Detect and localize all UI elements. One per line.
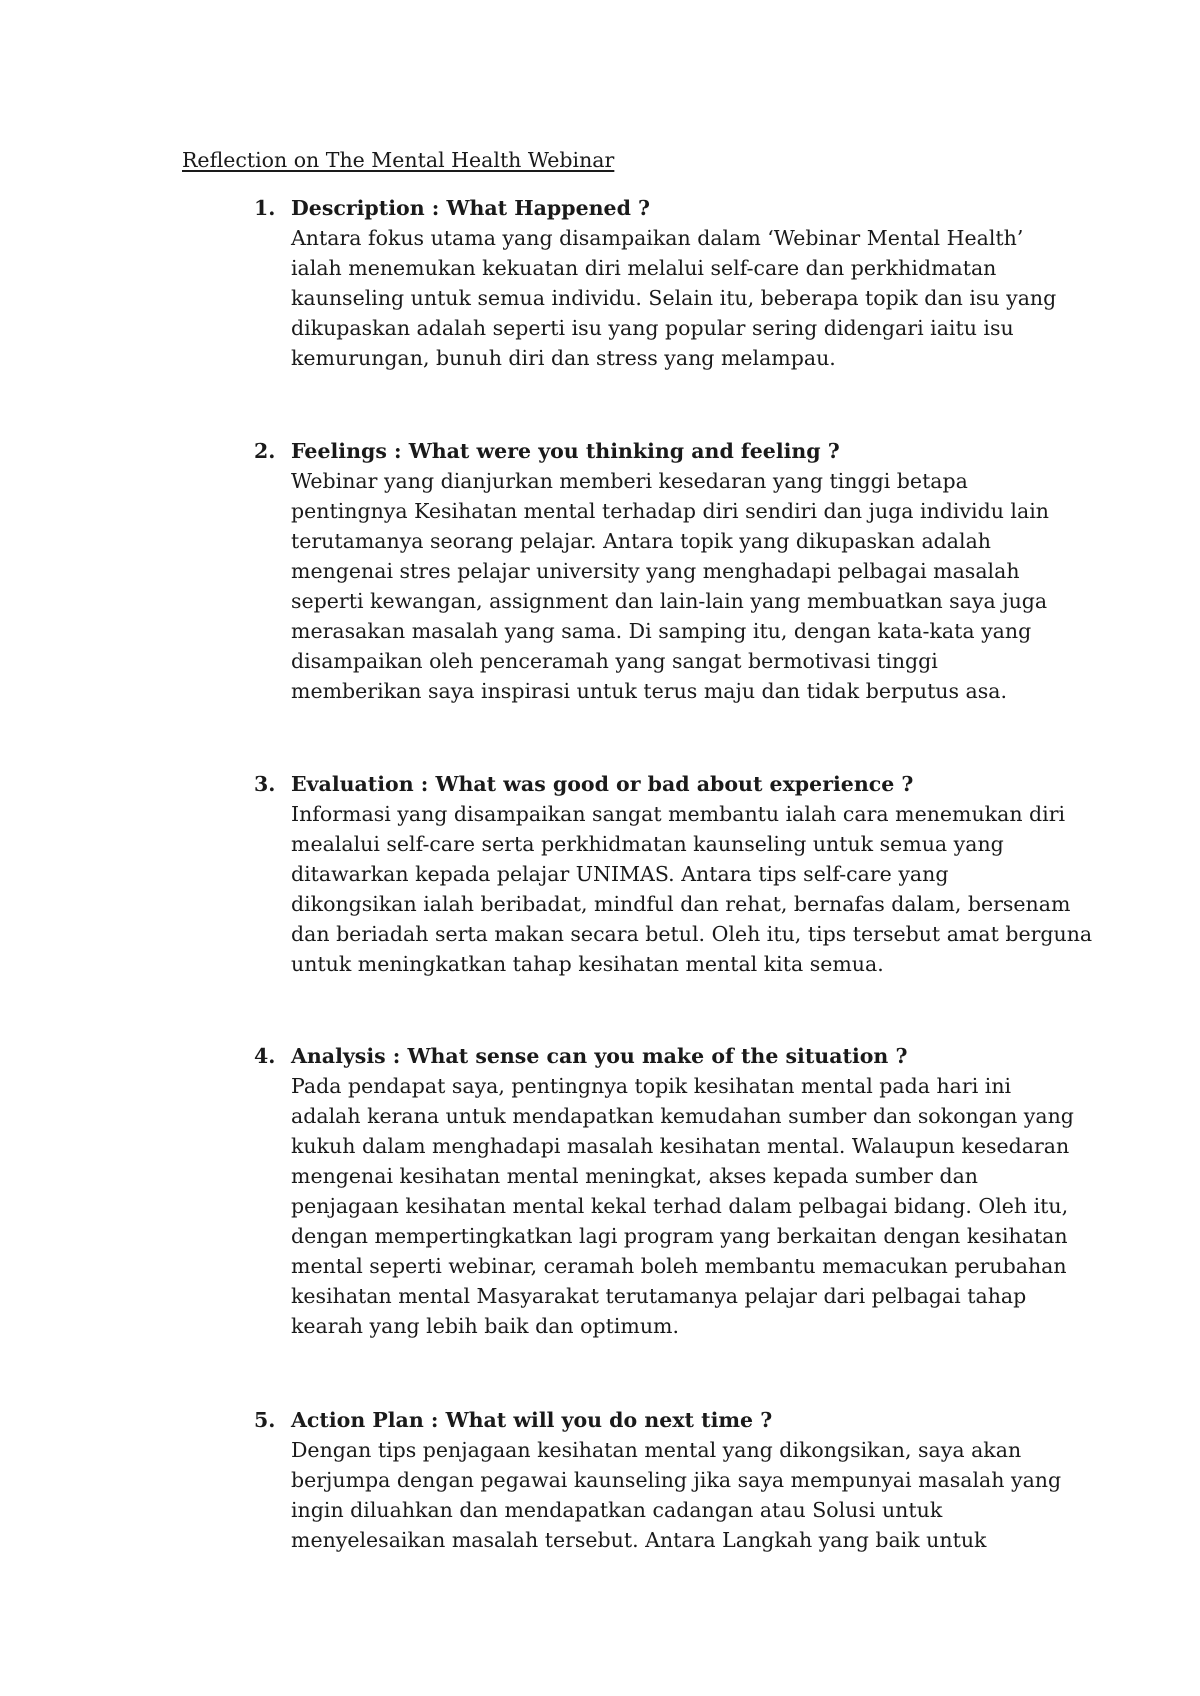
body-line: ialah menemukan kekuatan diri melalui self-care dan perkhidmatan [291,256,997,280]
body-line: berjumpa dengan pegawai kaunseling jika saya mempunyai masalah yang [291,1468,1062,1492]
section-number: 3. [254,772,276,796]
body-line: mengenai stres pelajar university yang menghadapi pelbagai masalah [291,559,1020,583]
body-line: mengenai kesihatan mental meningkat, akses kepada sumber dan [291,1164,979,1188]
body-line: kearah yang lebih baik dan optimum. [291,1314,680,1338]
body-line: kesihatan mental Masyarakat terutamanya pelajar dari pelbagai tahap [291,1284,1027,1308]
body-line: merasakan masalah yang sama. Di samping itu, dengan kata-kata yang [291,619,1032,643]
body-line: menyelesaikan masalah tersebut. Antara Langkah yang baik untuk [291,1528,987,1552]
body-line: Webinar yang dianjurkan memberi kesedaran yang tinggi betapa [291,469,968,493]
section-body [291,466,1051,706]
body-line: ditawarkan kepada pelajar UNIMAS. Antara tips self-care yang [291,862,949,886]
document-title: Reflection on The Mental Health Webinar [182,148,615,172]
section-heading: Description : What Happened ? [291,196,651,220]
body-line: dengan mempertingkatkan lagi program yang berkaitan dengan kesihatan [291,1224,1068,1248]
section-number: 4. [254,1044,276,1068]
body-line: Pada pendapat saya, pentingnya topik kesihatan mental pada hari ini [291,1074,1012,1098]
body-line: Antara fokus utama yang disampaikan dalam ‘Webinar Mental Health’ [291,226,1024,250]
section-heading: Action Plan : What will you do next time ? [291,1408,773,1432]
body-line: dikongsikan ialah beribadat, mindful dan rehat, bernafas dalam, bersenam [291,892,1071,916]
body-line: mealalui self-care serta perkhidmatan kaunseling untuk semua yang [291,832,1004,856]
body-line: dikupaskan adalah seperti isu yang popular sering didengari iaitu isu [291,316,1014,340]
body-line: kukuh dalam menghadapi masalah kesihatan mental. Walaupun kesedaran [291,1134,1070,1158]
body-line: kaunseling untuk semua individu. Selain itu, beberapa topik dan isu yang [291,286,1057,310]
section-body [291,799,1093,979]
body-line: Dengan tips penjagaan kesihatan mental yang dikongsikan, saya akan [291,1438,1022,1462]
body-line: Informasi yang disampaikan sangat membantu ialah cara menemukan diri [291,802,1066,826]
section-body [291,1435,1062,1555]
body-line: ingin diluahkan dan mendapatkan cadangan atau Solusi untuk [291,1498,943,1522]
section-heading: Analysis : What sense can you make of the situation ? [291,1044,908,1068]
body-line: disampaikan oleh penceramah yang sangat bermotivasi tinggi [291,649,938,673]
body-line: memberikan saya inspirasi untuk terus maju dan tidak berputus asa. [291,679,1008,703]
body-line: dan beriadah serta makan secara betul. Oleh itu, tips tersebut amat berguna [291,922,1093,946]
body-line: mental seperti webinar, ceramah boleh membantu memacukan perubahan [291,1254,1067,1278]
section-heading: Evaluation : What was good or bad about experience ? [291,772,914,796]
section-body [291,223,1057,373]
section-number: 2. [254,439,276,463]
body-line: penjagaan kesihatan mental kekal terhad dalam pelbagai bidang. Oleh itu, [291,1194,1069,1218]
body-line: seperti kewangan, assignment dan lain-lain yang membuatkan saya juga [291,589,1048,613]
body-line: adalah kerana untuk mendapatkan kemudahan sumber dan sokongan yang [291,1104,1074,1128]
body-line: terutamanya seorang pelajar. Antara topik yang dikupaskan adalah [291,529,991,553]
section-heading: Feelings : What were you thinking and feeling ? [291,439,840,463]
section-number: 1. [254,196,276,220]
body-line: kemurungan, bunuh diri dan stress yang melampau. [291,346,836,370]
section-number: 5. [254,1408,276,1432]
section-body [291,1071,1074,1341]
body-line: pentingnya Kesihatan mental terhadap diri sendiri dan juga individu lain [291,499,1049,523]
body-line: untuk meningkatkan tahap kesihatan mental kita semua. [291,952,884,976]
